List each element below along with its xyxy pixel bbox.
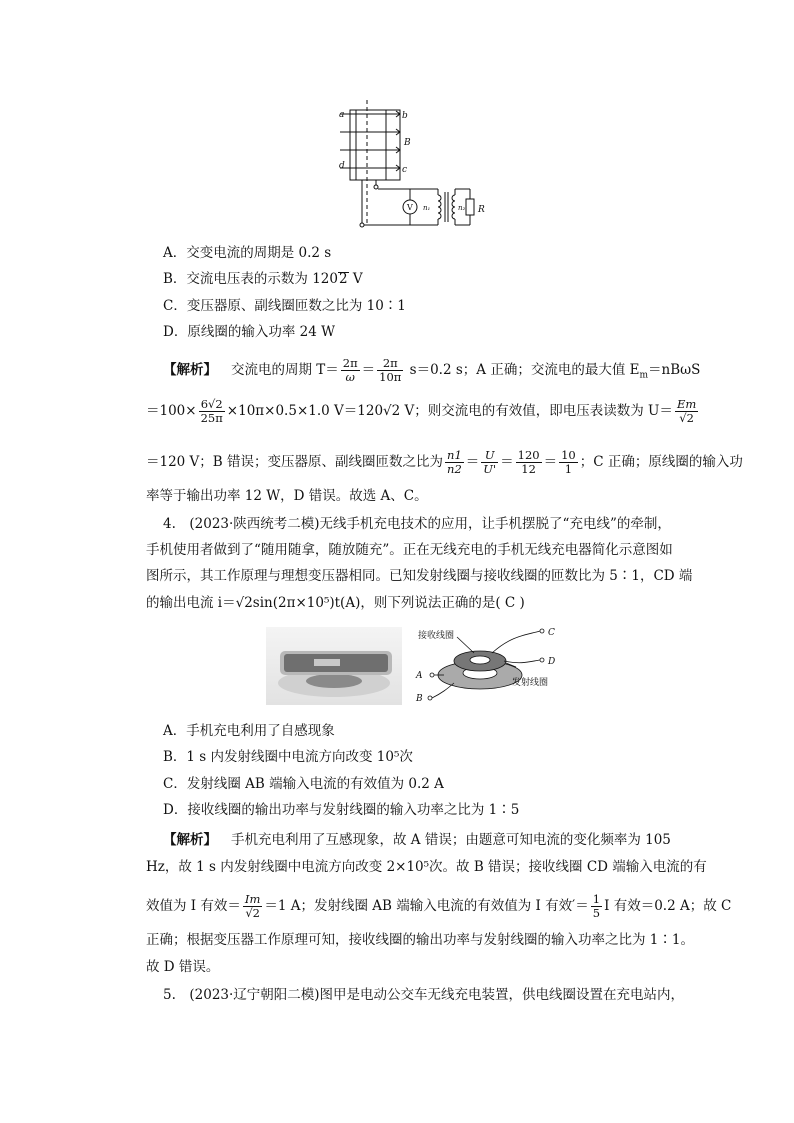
label-C: C — [548, 628, 555, 638]
analysis-3-line-3: ＝120 V；B 错误；变压器原、副线圈匝数之比为 $\frac{n1}{n2}$ ＝ $\frac{U}{U'}$ ＝ $\frac{120}{12}$ ＝ $\frac{10}{1}$ ；C 正确；原线圈的输入功 — [146, 448, 743, 476]
q5-stem-1: 5. (2023·辽宁朝阳二模)图甲是电动公交车无线充电装置，供电线圈设置在充电站内， — [163, 987, 685, 1003]
q4-stem-1: 4. (2023·陕西统考二模)无线手机充电技术的应用，让手机摆脱了“充电线”的牵制， — [163, 516, 671, 532]
analysis-4-line-3: 效值为 I 有效＝ $\frac{Im}{√2}$ ＝1 A；发射线圈 AB 端输入电流的有效值为 I 有效′＝ $\frac{1}{5}$ I 有效＝0.2 A；故 C — [146, 892, 732, 920]
coil-diagram — [412, 623, 562, 705]
label-b: b — [402, 111, 408, 121]
label-B: B — [416, 694, 423, 704]
label-a: a — [339, 110, 345, 120]
label-send-coil: 发射线圈 — [512, 678, 549, 688]
label-n2: n₂ — [458, 204, 466, 212]
analysis-4-line-4: 正确；根据变压器工作原理可知，接收线圈的输出功率与发射线圈的输入功率之比为 1∶1。 — [146, 932, 694, 948]
q4-stem-2: 手机使用者做到了“随用随拿，随放随充”。正在无线充电的手机无线充电器简化示意图如 — [146, 542, 673, 558]
q4-option-a: A．手机充电利用了自感现象 — [163, 723, 335, 739]
analysis-3-line-2: ＝100× $\frac{6√2}{25\pi}$ ×10π×0.5×1.0 V＝120√2 V；则交流电的有效值，即电压表读数为 U＝ $\frac{Em}{√2}$ — [146, 397, 697, 425]
analysis-4-line-5: 故 D 错误。 — [146, 959, 220, 975]
label-n1: n₁ — [423, 204, 431, 212]
q4-option-d: D．接收线圈的输出功率与发射线圈的输入功率之比为 1∶5 — [163, 802, 520, 818]
q3-option-b: B．交流电压表的示数为 1202 V — [163, 271, 363, 287]
label-c: c — [402, 165, 408, 175]
q4-stem-3: 图所示，其工作原理与理想变压器相同。已知发射线圈与接收线圈的匝数比为 5∶1，CD 端 — [146, 568, 693, 584]
q3-option-a: A．交变电流的周期是 0.2 s — [163, 245, 332, 261]
q3-option-c: C．变压器原、副线圈匝数之比为 10∶1 — [163, 298, 406, 314]
q4-stem-4: 的输出电流 i＝√2sin(2π×10⁵)t(A)，则下列说法正确的是( C ) — [146, 595, 525, 611]
analysis-4-line-2: Hz，故 1 s 内发射线圈中电流方向改变 2×10⁵次。故 B 错误；接收线圈 CD 端输入电流的有 — [146, 859, 707, 875]
analysis-3-line-4: 率等于输出功率 12 W，D 错误。故选 A、C。 — [146, 488, 428, 504]
label-D: D — [548, 657, 556, 667]
q3-option-d: D．原线圈的输入功率 24 W — [163, 324, 335, 340]
label-B: B — [404, 138, 411, 148]
label-receive-coil: 接收线圈 — [418, 631, 455, 641]
label-V: V — [407, 203, 413, 212]
analysis-3-line-1: 【解析】 交流电的周期 T＝ $\frac{2\pi}{\omega}$ ＝ $\frac{2\pi}{10\pi}$ s＝0.2 s；A 正确；交流电的最大值 $E_m=nB\omega S$ — [163, 356, 701, 384]
analysis-4-line-1: 【解析】 手机充电利用了互感现象，故 A 错误；由题意可知电流的变化频率为 105 — [163, 832, 671, 848]
q4-option-b: B．1 s 内发射线圈中电流方向改变 10⁵次 — [163, 749, 413, 765]
label-R: R — [478, 205, 485, 215]
label-A: A — [416, 671, 423, 681]
q4-option-c: C．发射线圈 AB 端输入电流的有效值为 0.2 A — [163, 776, 444, 792]
phone-charging-photo — [266, 627, 402, 705]
label-d: d — [339, 161, 345, 171]
circuit-diagram — [330, 100, 500, 230]
